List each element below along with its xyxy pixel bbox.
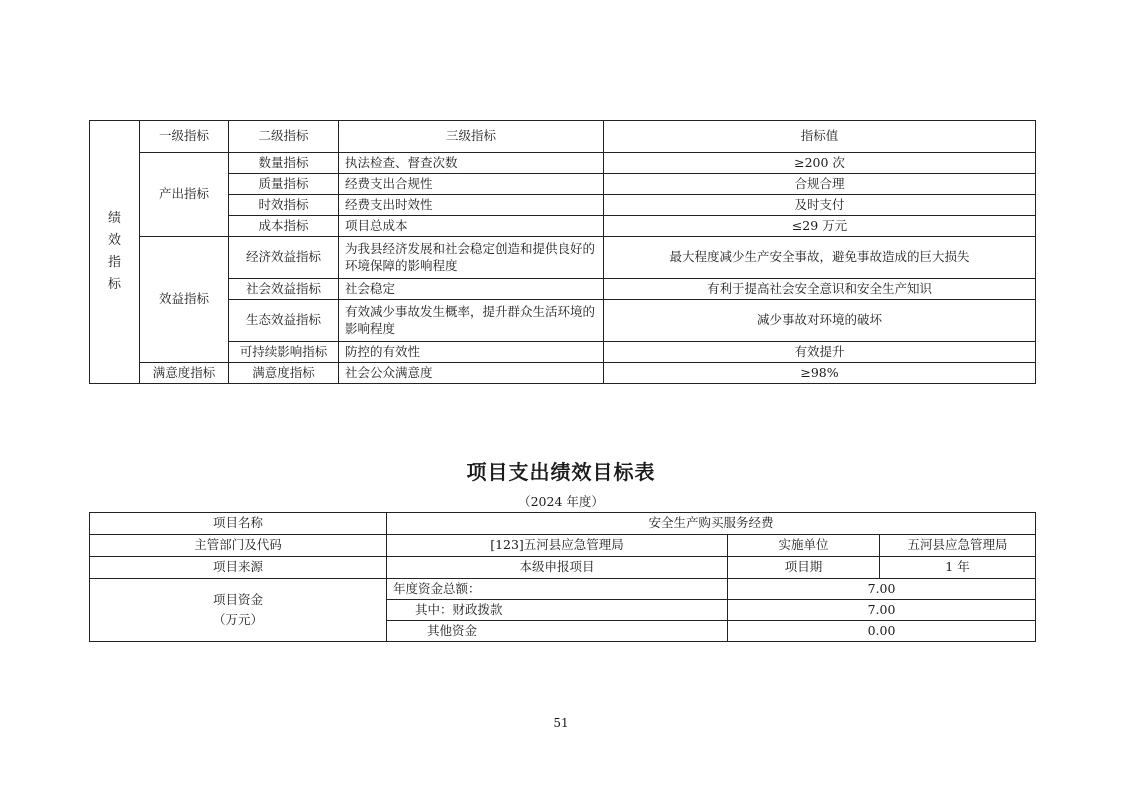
dept-value: [123]五河县应急管理局 (387, 535, 728, 557)
table-cell: 生态效益指标 (229, 300, 339, 342)
table-cell: 时效指标 (229, 195, 339, 216)
table-cell: 防控的有效性 (339, 342, 604, 363)
fund-other-value: 0.00 (728, 621, 1036, 642)
source-label: 项目来源 (90, 557, 387, 579)
table-cell: ≤29 万元 (604, 216, 1036, 237)
table-cell: ≥200 次 (604, 153, 1036, 174)
table-cell: 有效提升 (604, 342, 1036, 363)
table-cell: 社会稳定 (339, 279, 604, 300)
table-cell: 最大程度减少生产安全事故，避免事故造成的巨大损失 (604, 237, 1036, 279)
table-cell: 可持续影响指标 (229, 342, 339, 363)
fund-other-label: 其他资金 (387, 621, 728, 642)
benefit-indicator-label: 效益指标 (140, 237, 229, 363)
table-cell: 经济效益指标 (229, 237, 339, 279)
performance-indicator-table (89, 120, 1036, 384)
table-cell: 质量指标 (229, 174, 339, 195)
table-cell: 成本指标 (229, 216, 339, 237)
table-cell: 社会效益指标 (229, 279, 339, 300)
page-title: 项目支出绩效目标表 (466, 460, 656, 484)
table-cell: 执法检查、督查次数 (339, 153, 604, 174)
source-value: 本级申报项目 (387, 557, 728, 579)
project-name-value: 安全生产购买服务经费 (387, 513, 1036, 535)
table-cell: 经费支出合规性 (339, 174, 604, 195)
fund-unit: （万元） (212, 612, 263, 627)
impl-value: 五河县应急管理局 (880, 535, 1036, 557)
satisfaction-indicator-label: 满意度指标 (140, 363, 229, 384)
budget-target-table (89, 512, 1036, 642)
fund-label (90, 579, 387, 642)
period-label: 项目期 (728, 557, 880, 579)
table-cell: 社会公众满意度 (339, 363, 604, 384)
table-cell: 及时支付 (604, 195, 1036, 216)
output-indicator-label: 产出指标 (140, 153, 229, 237)
table-cell: 为我县经济发展和社会稳定创造和提供良好的环境保障的影响程度 (339, 237, 604, 279)
table-cell: ≥98% (604, 363, 1036, 384)
table-cell: 减少事故对环境的破坏 (604, 300, 1036, 342)
project-name-label: 项目名称 (90, 513, 387, 535)
page-number: 51 (553, 716, 569, 730)
fund-total-label: 年度资金总额： (387, 579, 728, 600)
table-cell: 项目总成本 (339, 216, 604, 237)
table-cell: 合规合理 (604, 174, 1036, 195)
fund-label-text: 项目资金 (212, 591, 263, 607)
page-subtitle: （2024 年度） (518, 494, 604, 509)
table-cell: 满意度指标 (229, 363, 339, 384)
performance-side-label: 绩 效 指 标 (90, 121, 140, 384)
header-level1: 一级指标 (140, 121, 229, 153)
period-value: 1 年 (880, 557, 1036, 579)
dept-label: 主管部门及代码 (90, 535, 387, 557)
table-cell: 经费支出时效性 (339, 195, 604, 216)
impl-label: 实施单位 (728, 535, 880, 557)
table-cell: 数量指标 (229, 153, 339, 174)
header-value: 指标值 (604, 121, 1036, 153)
header-level3: 三级指标 (339, 121, 604, 153)
header-level2: 二级指标 (229, 121, 339, 153)
fund-fiscal-value: 7.00 (728, 600, 1036, 621)
fund-fiscal-label: 其中：财政拨款 (387, 600, 728, 621)
table-cell: 有效减少事故发生概率，提升群众生活环境的影响程度 (339, 300, 604, 342)
fund-total-value: 7.00 (728, 579, 1036, 600)
table-cell: 有利于提高社会安全意识和安全生产知识 (604, 279, 1036, 300)
